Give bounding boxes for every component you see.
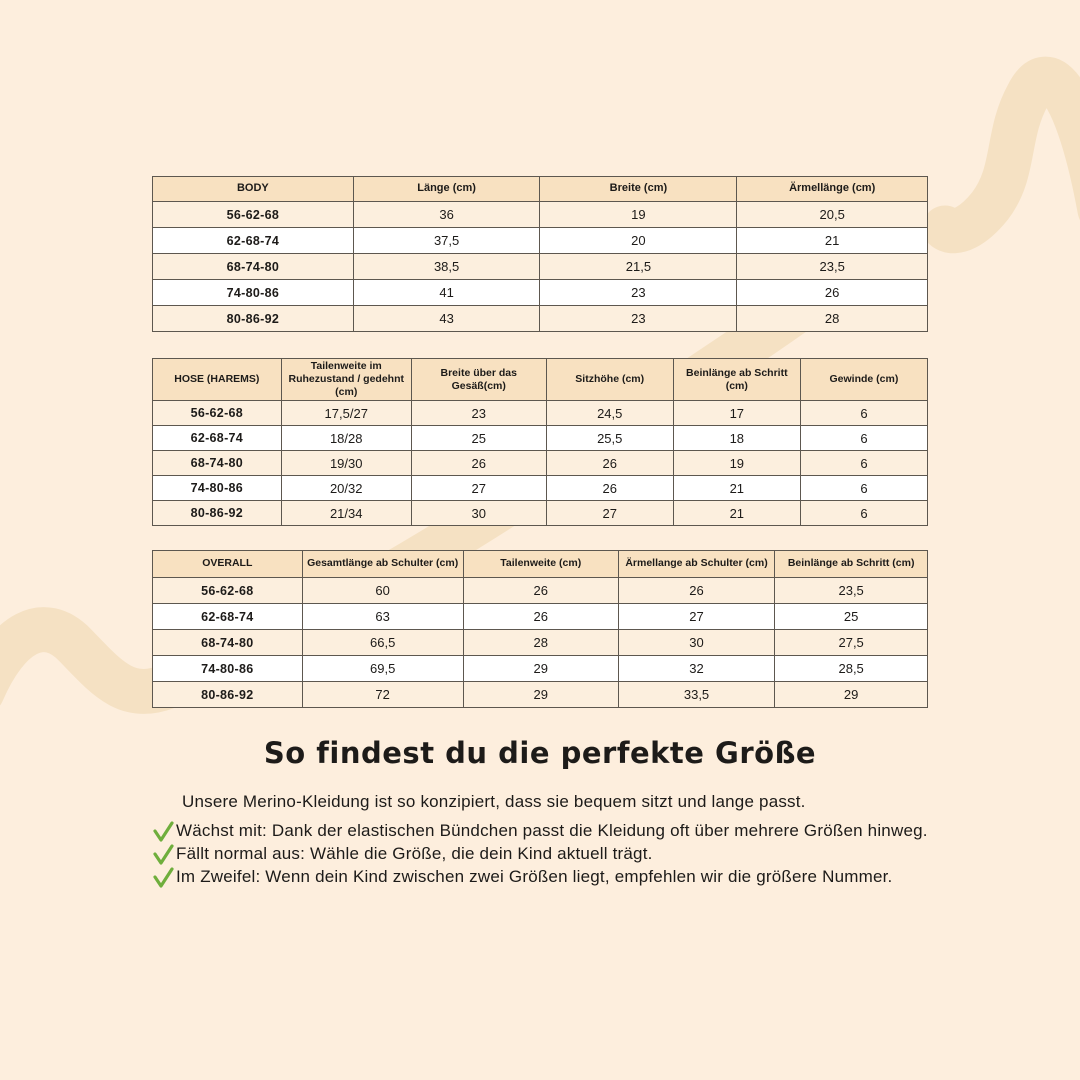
intro-text: Unsere Merino-Kleidung ist so konzipiert, dass sie bequem sitzt und lange passt. xyxy=(182,792,806,811)
squiggle-top-right xyxy=(945,79,1080,231)
table-row xyxy=(153,426,928,451)
value-cell: 26 xyxy=(546,476,673,501)
column-header: Beinlänge ab Schritt (cm) xyxy=(673,359,800,401)
value-cell: 21,5 xyxy=(540,254,737,280)
value-cell: 43 xyxy=(353,306,540,332)
column-header: Breite (cm) xyxy=(540,177,737,202)
value-cell: 25 xyxy=(775,604,928,630)
table-row xyxy=(153,604,928,630)
size-label-cell: 68-74-80 xyxy=(153,451,282,476)
header-row xyxy=(153,359,928,401)
body-size-table xyxy=(152,176,928,332)
table-row xyxy=(153,306,928,332)
size-label-cell: 80-86-92 xyxy=(153,501,282,526)
value-cell: 20 xyxy=(540,228,737,254)
list-item-text: Im Zweifel: Wenn dein Kind zwischen zwei Größen liegt, empfehlen wir die größere Nummer. xyxy=(176,867,893,886)
table-row xyxy=(153,656,928,682)
value-cell: 21 xyxy=(737,228,928,254)
value-cell: 26 xyxy=(618,578,775,604)
value-cell: 20/32 xyxy=(281,476,411,501)
list-item xyxy=(151,867,961,890)
value-cell: 27,5 xyxy=(775,630,928,656)
column-header: Ärmellange ab Schulter (cm) xyxy=(618,551,775,578)
list-item xyxy=(151,844,961,867)
value-cell: 28 xyxy=(463,630,618,656)
value-cell: 6 xyxy=(800,476,927,501)
size-label-cell: 74-80-86 xyxy=(153,656,303,682)
size-label-cell: 68-74-80 xyxy=(153,630,303,656)
checkmark-icon xyxy=(151,821,175,843)
value-cell: 21/34 xyxy=(281,501,411,526)
table-row xyxy=(153,254,928,280)
page-title: So findest du die perfekte Größe xyxy=(263,736,817,770)
sizing-tips-list xyxy=(151,821,961,890)
value-cell: 60 xyxy=(302,578,463,604)
value-cell: 28 xyxy=(737,306,928,332)
column-header: Gewinde (cm) xyxy=(800,359,927,401)
column-header: Länge (cm) xyxy=(353,177,540,202)
table-row xyxy=(153,630,928,656)
value-cell: 26 xyxy=(463,578,618,604)
checkmark-icon xyxy=(151,844,175,866)
overall-size-table xyxy=(152,550,928,708)
value-cell: 26 xyxy=(463,604,618,630)
value-cell: 72 xyxy=(302,682,463,708)
value-cell: 66,5 xyxy=(302,630,463,656)
value-cell: 29 xyxy=(775,682,928,708)
value-cell: 36 xyxy=(353,202,540,228)
value-cell: 27 xyxy=(618,604,775,630)
value-cell: 26 xyxy=(546,451,673,476)
value-cell: 26 xyxy=(737,280,928,306)
value-cell: 23 xyxy=(540,280,737,306)
size-label-cell: 56-62-68 xyxy=(153,401,282,426)
value-cell: 18/28 xyxy=(281,426,411,451)
value-cell: 37,5 xyxy=(353,228,540,254)
value-cell: 30 xyxy=(618,630,775,656)
size-label-cell: 74-80-86 xyxy=(153,476,282,501)
column-header: BODY xyxy=(153,177,354,202)
value-cell: 20,5 xyxy=(737,202,928,228)
table-row xyxy=(153,280,928,306)
column-header: OVERALL xyxy=(153,551,303,578)
checkmark-icon xyxy=(151,867,175,889)
column-header: Ärmellänge (cm) xyxy=(737,177,928,202)
size-label-cell: 62-68-74 xyxy=(153,228,354,254)
value-cell: 6 xyxy=(800,401,927,426)
value-cell: 17,5/27 xyxy=(281,401,411,426)
size-label-cell: 56-62-68 xyxy=(153,578,303,604)
value-cell: 24,5 xyxy=(546,401,673,426)
size-label-cell: 68-74-80 xyxy=(153,254,354,280)
value-cell: 17 xyxy=(673,401,800,426)
list-item-text: Fällt normal aus: Wähle die Größe, die dein Kind aktuell trägt. xyxy=(176,844,653,863)
value-cell: 19 xyxy=(673,451,800,476)
overall-size-table-container xyxy=(152,550,928,708)
size-label-cell: 80-86-92 xyxy=(153,682,303,708)
value-cell: 23,5 xyxy=(737,254,928,280)
table-row xyxy=(153,451,928,476)
size-label-cell: 62-68-74 xyxy=(153,604,303,630)
value-cell: 27 xyxy=(546,501,673,526)
value-cell: 23 xyxy=(411,401,546,426)
value-cell: 21 xyxy=(673,476,800,501)
value-cell: 19/30 xyxy=(281,451,411,476)
value-cell: 25 xyxy=(411,426,546,451)
table-row xyxy=(153,228,928,254)
value-cell: 38,5 xyxy=(353,254,540,280)
value-cell: 28,5 xyxy=(775,656,928,682)
table-row xyxy=(153,578,928,604)
table-row xyxy=(153,202,928,228)
body-size-table-container xyxy=(152,176,928,332)
table-row xyxy=(153,501,928,526)
header-row xyxy=(153,177,928,202)
value-cell: 30 xyxy=(411,501,546,526)
table-row xyxy=(153,682,928,708)
value-cell: 25,5 xyxy=(546,426,673,451)
column-header: Beinlänge ab Schritt (cm) xyxy=(775,551,928,578)
value-cell: 63 xyxy=(302,604,463,630)
column-header: Sitzhöhe (cm) xyxy=(546,359,673,401)
size-label-cell: 62-68-74 xyxy=(153,426,282,451)
value-cell: 29 xyxy=(463,656,618,682)
value-cell: 29 xyxy=(463,682,618,708)
value-cell: 32 xyxy=(618,656,775,682)
value-cell: 26 xyxy=(411,451,546,476)
list-item-text: Wächst mit: Dank der elastischen Bündchen passt die Kleidung oft über mehrere Größen hinweg. xyxy=(176,821,928,840)
value-cell: 23 xyxy=(540,306,737,332)
hose-harems-size-table-container xyxy=(152,358,928,526)
value-cell: 18 xyxy=(673,426,800,451)
size-label-cell: 56-62-68 xyxy=(153,202,354,228)
list-item xyxy=(151,821,961,844)
value-cell: 33,5 xyxy=(618,682,775,708)
column-header: HOSE (HAREMS) xyxy=(153,359,282,401)
column-header: Gesamtlänge ab Schulter (cm) xyxy=(302,551,463,578)
header-row xyxy=(153,551,928,578)
size-label-cell: 80-86-92 xyxy=(153,306,354,332)
value-cell: 6 xyxy=(800,451,927,476)
column-header: Tailenweite im Ruhezustand / gedehnt (cm) xyxy=(281,359,411,401)
column-header: Breite über das Gesäß(cm) xyxy=(411,359,546,401)
column-header: Tailenweite (cm) xyxy=(463,551,618,578)
value-cell: 41 xyxy=(353,280,540,306)
value-cell: 27 xyxy=(411,476,546,501)
size-label-cell: 74-80-86 xyxy=(153,280,354,306)
table-row xyxy=(153,476,928,501)
value-cell: 23,5 xyxy=(775,578,928,604)
value-cell: 6 xyxy=(800,426,927,451)
value-cell: 69,5 xyxy=(302,656,463,682)
value-cell: 19 xyxy=(540,202,737,228)
hose-harems-size-table xyxy=(152,358,928,526)
value-cell: 21 xyxy=(673,501,800,526)
value-cell: 6 xyxy=(800,501,927,526)
table-row xyxy=(153,401,928,426)
